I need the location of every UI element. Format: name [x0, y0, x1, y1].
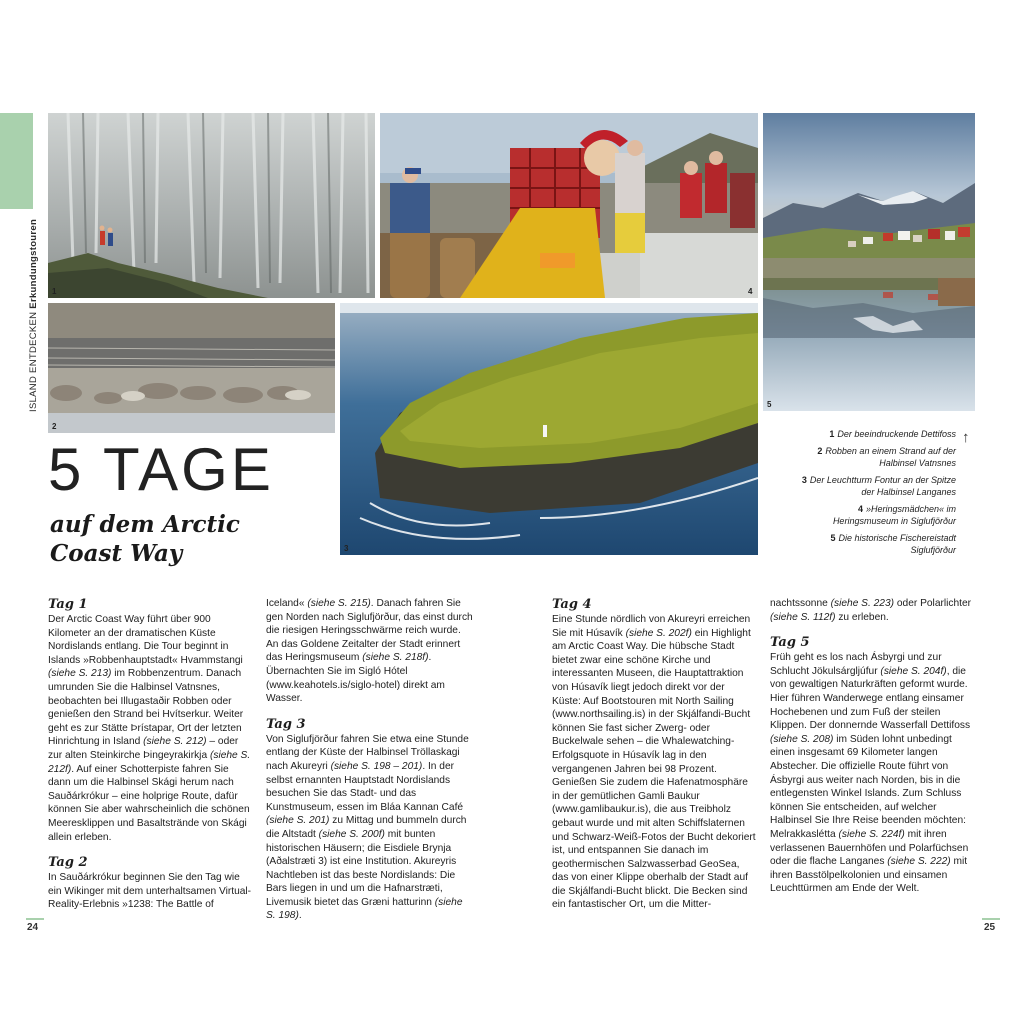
- section-topic: Erkundungstouren: [28, 218, 39, 309]
- caption-text: Robben an einem Strand auf der Halbinsel Vatnsnes: [825, 446, 956, 468]
- photo-heringsmaedchen: [380, 113, 758, 298]
- caption-text: Der beeindruckende Dettifoss: [837, 429, 956, 439]
- section-color-tab: [0, 113, 33, 209]
- text-column-3: [552, 597, 756, 912]
- day-1-text: Der Arctic Coast Way führt über 900 Kilometer an der dramatischen Küste Nordislands entlang. Die Tour beginnt in Islands »Robbenhauptstadt« Hvammstangi (siehe S. 213) im Robbenzentrum. Danach umrunden Sie die Halbinsel Vatnsnes, beobachten bei Illugastaðir Robben oder genießen den Strand bei Hvítserkur. Weiter geht es zur Stätte Þrístapar, Ort der letzten Hinrichtung in Island (siehe S. 212) – oder zur alten Steinkirche Þingeyrakirkja (siehe S. 212f). Auf einer Schotterpiste fahren Sie dann um die Halbinsel Skági herum nach Sauðárkrókur – eine holprige Route, dafür können Sie aber wahrscheinlich die schönen Meeresklippen und Basaltstrände von Skági allein erleben.: [48, 614, 251, 843]
- day-heading: Tag 4: [552, 597, 592, 612]
- text-column-2: [266, 597, 474, 923]
- caption-item: [800, 428, 956, 440]
- caption-item: [800, 474, 956, 498]
- day-heading: Tag 2: [48, 855, 88, 871]
- page-number-left: 24: [27, 922, 39, 933]
- page-subtitle: [50, 510, 290, 568]
- caption-text: Die historische Fischereistadt Siglufjörður: [838, 533, 956, 555]
- photo-langanes: [340, 303, 758, 555]
- photo-siglufjoerdur-top: [763, 113, 975, 278]
- text-column-4: [770, 597, 978, 896]
- day-2-text: In Sauðárkrókur beginnen Sie den Tag wie ein Wikinger mit dem unterhaltsamen Virtual-Reality-Erlebnis »1238: The Battle of: [48, 872, 252, 911]
- text-column-1: [48, 597, 252, 912]
- caption-text: »Heringsmädchen« im Heringsmuseum in Siglufjörður: [832, 504, 956, 526]
- caption-number: 4: [857, 504, 863, 514]
- caption-text: Der Leuchtturm Fontur an der Spitze der Halbinsel Langanes: [809, 475, 956, 497]
- day-4-text-cont: nachtssonne (siehe S. 223) oder Polarlichter (siehe S. 112f) zu erleben.: [770, 598, 972, 623]
- caption-item: [800, 532, 956, 556]
- photo-dettifoss: [48, 113, 375, 298]
- day-heading: Tag 1: [48, 597, 88, 612]
- caption-number: 2: [817, 446, 823, 456]
- photo-number: 1: [52, 287, 57, 296]
- photo-number: 2: [52, 422, 57, 431]
- day-5-text: Früh geht es los nach Ásbyrgi und zur Schlucht Jökulsárgljúfur (siehe S. 204f), die von gewaltigen Naturkräften geformt wurde. Hier führen Wanderwege entlang einsamer Hochebenen und zum Fuß der steilen Klippen. Der donnernde Wasserfall Dettifoss (siehe S. 208) im Süden lohnt unbedingt einen insgesamt 69 Kilometer langen Abstecher. Die offizielle Route führt von Ásbyrgi aus weiter nach Norden, bis in die entlegensten Winkel Islands. Zum Schluss können Sie entscheiden, auf welcher Halbinsel Sie Ihre Reise beenden möchten: Melrakkaslétta (siehe S. 224f) mit ihren verlassenen Bauernhöfen und Polarfüchsen oder die flache Langanes (siehe S. 222) mit ihren Basstölpelkolonien und einsamen Leuchttürmen am Ende der Welt.: [770, 652, 971, 895]
- photo-captions: [800, 428, 956, 561]
- day-3-text: Von Siglufjörður fahren Sie etwa eine Stunde entlang der Küste der Halbinsel Tröllaskagi nach Akureyri (siehe S. 198 – 201). In der selbst ernannten Hauptstadt Nordislands besuchen Sie das Stadt- und das Kunstmuseum, essen im Bláa Kannan Café (siehe S. 201) zu Mittag und bummeln durch die Altstadt (siehe S. 200f) mit bunten historischen Häusern; die Eisdiele Brynja (Aðalstræti 3) ist eine Institution. Akureyris Nachtleben ist das beste Nordislands: Die Bars liegen in und um die Hafnarstræti, Livemusik bietet das Græni hatturinn (siehe S. 198).: [266, 733, 469, 922]
- caption-number: 3: [801, 475, 807, 485]
- caption-number: 1: [829, 429, 835, 439]
- caption-number: 5: [830, 533, 836, 543]
- arrow-up-icon: ↑: [962, 429, 970, 446]
- photo-number: 3: [344, 544, 349, 553]
- day-heading: Tag 5: [770, 635, 810, 651]
- section-name: ISLAND ENTDECKEN: [28, 311, 39, 412]
- photo-siglufjoerdur-reflection: [763, 278, 975, 411]
- day-4-text: Eine Stunde nördlich von Akureyri erreichen Sie mit Húsavík (siehe S. 202f) ein Highlight am Arctic Coast Way. Die hübsche Stadt bietet zwar eine schöne Kirche und interessanten Museen, die Hauptattraktion von Húsavík liegt jedoch direkt vor der Küste: Auf Bootstouren mit North Sailing (www.northsailing.is) in der Skjálfandi-Bucht können Sie fast sicher Zwerg- oder Buckelwale sehen – die Whalewatching-Erfolgsquote in Húsavík lag in den vergangenen Jahren bei 98 Prozent. Genießen Sie zudem die Hafenatmosphäre in der gemütlichen Gamli Baukur (www.gamlibaukur.is), die aus Treibholz gebaut wurde und mit alten Schiffslaternen und Schwarz-Weiß-Fotos der Bucht dekoriert ist, und entspannen Sie danach im geothermischen Salzwasserbad GeoSea, das von einer Klippe oberhalb der Stadt auf die Skjálfandi-Bucht blickt. Die Becken sind ein fantastischer Ort, um die Mitter-: [552, 614, 756, 911]
- page-number-rule: [982, 918, 1000, 920]
- page-number-right: 25: [984, 922, 996, 933]
- section-label: [28, 219, 39, 412]
- page-title: 5 TAGE: [48, 436, 274, 503]
- caption-item: [800, 503, 956, 527]
- subtitle-line: Coast Way: [50, 540, 183, 567]
- caption-item: [800, 445, 956, 469]
- photo-robben: [48, 303, 335, 433]
- subtitle-line: auf dem Arctic: [50, 511, 240, 538]
- photo-number: 5: [767, 400, 772, 409]
- day-2-text-cont: Iceland« (siehe S. 215). Danach fahren Sie gen Norden nach Siglufjörður, das einst durch die riesigen Heringsschwärme reich wurde. An das Goldene Zeitalter der Stadt erinnert das Heringsmuseum (siehe S. 218f). Übernachten Sie im Sigló Hótel (www.keahotels.is/siglo-hotel) direkt am Wasser.: [266, 598, 473, 705]
- day-heading: Tag 3: [266, 716, 306, 732]
- page-number-rule: [26, 918, 44, 920]
- photo-number: 4: [748, 287, 753, 296]
